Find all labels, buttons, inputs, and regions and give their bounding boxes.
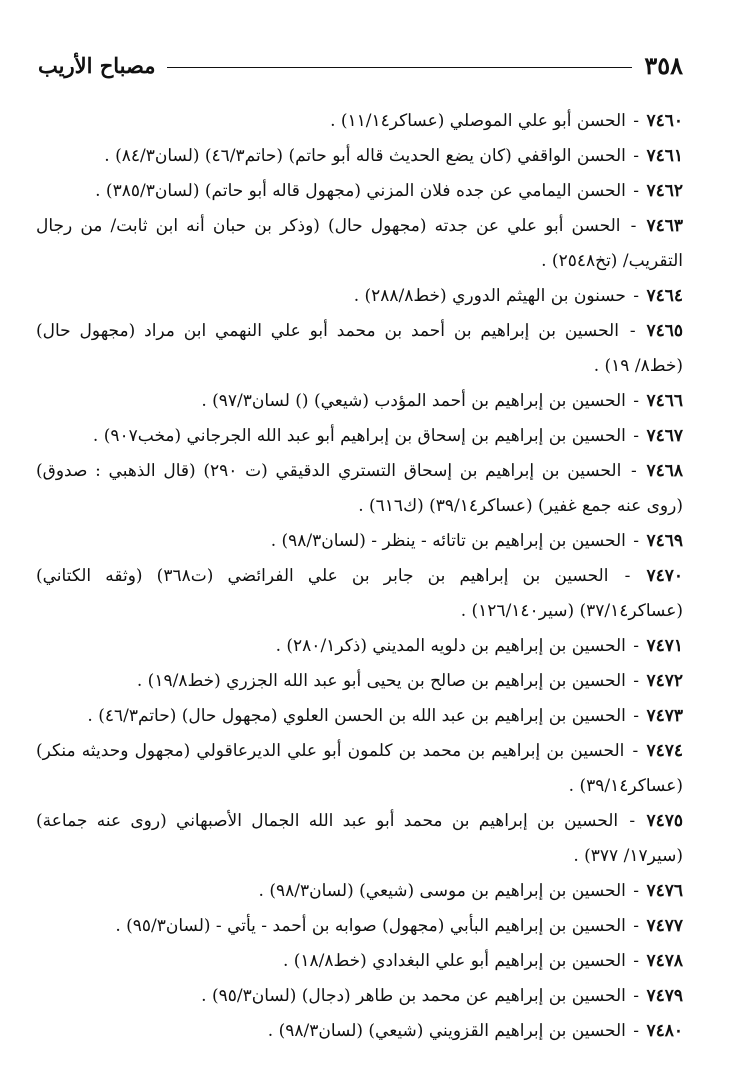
entry: ٧٤٧٩ - الحسين بن إبراهيم عن محمد بن طاهر (دجال) (لسان٩٥/٣) . [201,986,683,1006]
entry: ٧٤٦٠ - الحسن أبو علي الموصلي (عساكر١١/١٤) . [330,111,683,131]
entry: ٧٤٦٧ - الحسين بن إبراهيم بن إسحاق بن إبراهيم أبو عبد الله الجرجاني (مخب٩٠٧) . [92,426,683,446]
entry: ٧٤٦٦ - الحسين بن إبراهيم بن أحمد المؤدب (شيعي) () لسان٩٧/٣) . [201,391,683,411]
entry: ٧٤٦٢ - الحسن اليمامي عن جده فلان المزني (مجهول قاله أبو حاتم) (لسان٣٨٥/٣) . [95,181,683,201]
entry: ٧٤٨٠ - الحسين بن إبراهيم القزويني (شيعي) (لسان٩٨/٣) . [267,1021,683,1041]
entry-number: ٧٤٧٦ [646,881,683,901]
entry-text: الحسين بن إبراهيم بن موسى (شيعي) (لسان٩٨/٣) . [258,881,626,901]
entry-number: ٧٤٦٩ [646,531,683,551]
header-rule [167,67,632,68]
entry-number: ٧٤٦٨ [646,461,684,481]
entry-text: الحسين بن إبراهيم بن عبد الله بن الحسن العلوي (مجهول حال) (حاتم٤٦/٣) . [87,706,626,726]
entry-text: حسنون بن الهيثم الدوري (خط٢٨٨/٨) . [353,286,626,306]
entry: ٧٤٧١ - الحسين بن إبراهيم بن دلويه المديني (ذكر٢٨٠/١) . [275,636,683,656]
entry-number: ٧٤٧٠ [646,566,683,586]
page-header [38,50,683,80]
page-number: ٣٥٨ [644,50,683,80]
entry-number: ٧٤٧١ [646,636,683,656]
entry-number: ٧٤٦٥ [646,321,683,341]
entry-number: ٧٤٦٤ [646,286,683,306]
entry-text: الحسين بن إبراهيم بن أحمد بن محمد أبو علي النهمي ابن مراد (مجهول حال) (خط٨/ ١٩) . [36,321,683,376]
entry: ٧٤٦٤ - حسنون بن الهيثم الدوري (خط٢٨٨/٨) . [353,286,683,306]
entry-text: الحسين بن إبراهيم أبو علي البغدادي (خط١٨/٨) . [282,951,626,971]
entry-number: ٧٤٧٣ [646,706,683,726]
entry-text: الحسين بن إبراهيم عن محمد بن طاهر (دجال) (لسان٩٥/٣) . [201,986,626,1006]
entry-number: ٧٤٧٢ [646,671,683,691]
entry-number: ٧٤٦٧ [646,426,683,446]
entry: ٧٤٦٥ - الحسين بن إبراهيم بن أحمد بن محمد أبو علي النهمي ابن مراد (مجهول حال) (خط٨/ ١٩) . [36,321,683,376]
entry: ٧٤٧٣ - الحسين بن إبراهيم بن عبد الله بن الحسن العلوي (مجهول حال) (حاتم٤٦/٣) . [87,706,683,726]
entry: ٧٤٦٩ - الحسين بن إبراهيم بن تاتائه - ينظر - (لسان٩٨/٣) . [270,531,683,551]
entry: ٧٤٦٣ - الحسن أبو علي عن جدته (مجهول حال) (وذكر بن حبان أنه ابن ثابت/ من رجال التقريب/ (تخ٢٥٤٨) . [36,216,683,271]
entry: ٧٤٧٥ - الحسين بن إبراهيم بن محمد أبو عبد الله الجمال الأصبهاني (روى عنه جماعة) (سير١٧/ ٣٧٧) . [36,811,684,866]
entry-text: الحسين بن إبراهيم بن دلويه المديني (ذكر٢٨٠/١) . [275,636,626,656]
entry-number: ٧٤٧٩ [646,986,683,1006]
entry-text: الحسن أبو علي عن جدته (مجهول حال) (وذكر بن حبان أنه ابن ثابت/ من رجال التقريب/ (تخ٢٥٤٨) . [36,216,683,271]
entry-text: الحسين بن إبراهيم القزويني (شيعي) (لسان٩٨/٣) . [267,1021,626,1041]
entry-text: الحسين بن إبراهيم بن صالح بن يحيى أبو عبد الله الجزري (خط١٩/٨) . [136,671,626,691]
entry-text: الحسين بن إبراهيم بن جابر بن علي الفرائضي (ت٣٦٨) (وثقه الكتاني) (عساكر٣٧/١٤) (سير١٢٦/١٤٠) . [36,566,683,621]
entry: ٧٤٧٧ - الحسين بن إبراهيم البأبي (مجهول) صوابه بن أحمد - يأتي - (لسان٩٥/٣) . [115,916,683,936]
entry-text: الحسين بن إبراهيم البأبي (مجهول) صوابه بن أحمد - يأتي - (لسان٩٥/٣) . [115,916,626,936]
entry-number: ٧٤٨٠ [646,1021,683,1041]
entry-number: ٧٤٦٦ [646,391,683,411]
entry-number: ٧٤٧٤ [646,741,683,761]
entry: ٧٤٧٠ - الحسين بن إبراهيم بن جابر بن علي الفرائضي (ت٣٦٨) (وثقه الكتاني) (عساكر٣٧/١٤) (سير١٢٦/١٤٠) . [36,566,683,621]
entry-number: ٧٤٧٨ [646,951,683,971]
entry-number: ٧٤٦٠ [646,111,683,131]
entry-text: الحسن أبو علي الموصلي (عساكر١١/١٤) . [330,111,626,131]
running-title: مصباح الأريب [38,52,156,78]
entry-text: الحسين بن إبراهيم بن إسحاق بن إبراهيم أبو عبد الله الجرجاني (مخب٩٠٧) . [92,426,626,446]
entry-text: الحسين بن إبراهيم بن محمد أبو عبد الله الجمال الأصبهاني (روى عنه جماعة) (سير١٧/ ٣٧٧) . [36,811,683,866]
entry-text: الحسن الواقفي (كان يضع الحديث قاله أبو حاتم) (حاتم٤٦/٣) (لسان٨٤/٣) . [104,146,626,166]
entry-list [36,104,683,1049]
entry-number: ٧٤٧٥ [646,811,684,831]
entry-text: الحسن اليمامي عن جده فلان المزني (مجهول قاله أبو حاتم) (لسان٣٨٥/٣) . [95,181,626,201]
entry: ٧٤٧٦ - الحسين بن إبراهيم بن موسى (شيعي) (لسان٩٨/٣) . [258,881,683,901]
entry-number: ٧٤٦١ [646,146,683,166]
entry-number: ٧٤٦٣ [646,216,683,236]
entry-number: ٧٤٦٢ [646,181,683,201]
entry: ٧٤٧٤ - الحسين بن إبراهيم بن محمد بن كلمون أبو علي الديرعاقولي (مجهول وحديثه منكر) (عساكر٣٩/١٤) . [36,741,683,796]
entry: ٧٤٧٨ - الحسين بن إبراهيم أبو علي البغدادي (خط١٨/٨) . [282,951,683,971]
entry: ٧٤٦٨ - الحسين بن إبراهيم بن إسحاق التستري الدقيقي (ت ٢٩٠) (قال الذهبي : صدوق) (روى عنه جمع غفير) (عساكر٣٩/١٤) (ك٦١٦) . [36,461,684,516]
entry-text: الحسين بن إبراهيم بن تاتائه - ينظر - (لسان٩٨/٣) . [270,531,626,551]
entry: ٧٤٦١ - الحسن الواقفي (كان يضع الحديث قاله أبو حاتم) (حاتم٤٦/٣) (لسان٨٤/٣) . [104,146,683,166]
entry-text: الحسين بن إبراهيم بن إسحاق التستري الدقيقي (ت ٢٩٠) (قال الذهبي : صدوق) (روى عنه جمع غفير) (عساكر٣٩/١٤) (ك٦١٦) . [36,461,683,516]
entry-text: الحسين بن إبراهيم بن أحمد المؤدب (شيعي) () لسان٩٧/٣) . [201,391,626,411]
entry: ٧٤٧٢ - الحسين بن إبراهيم بن صالح بن يحيى أبو عبد الله الجزري (خط١٩/٨) . [136,671,683,691]
entry-text: الحسين بن إبراهيم بن محمد بن كلمون أبو علي الديرعاقولي (مجهول وحديثه منكر) (عساكر٣٩/١٤) . [36,741,683,796]
entry-number: ٧٤٧٧ [646,916,683,936]
